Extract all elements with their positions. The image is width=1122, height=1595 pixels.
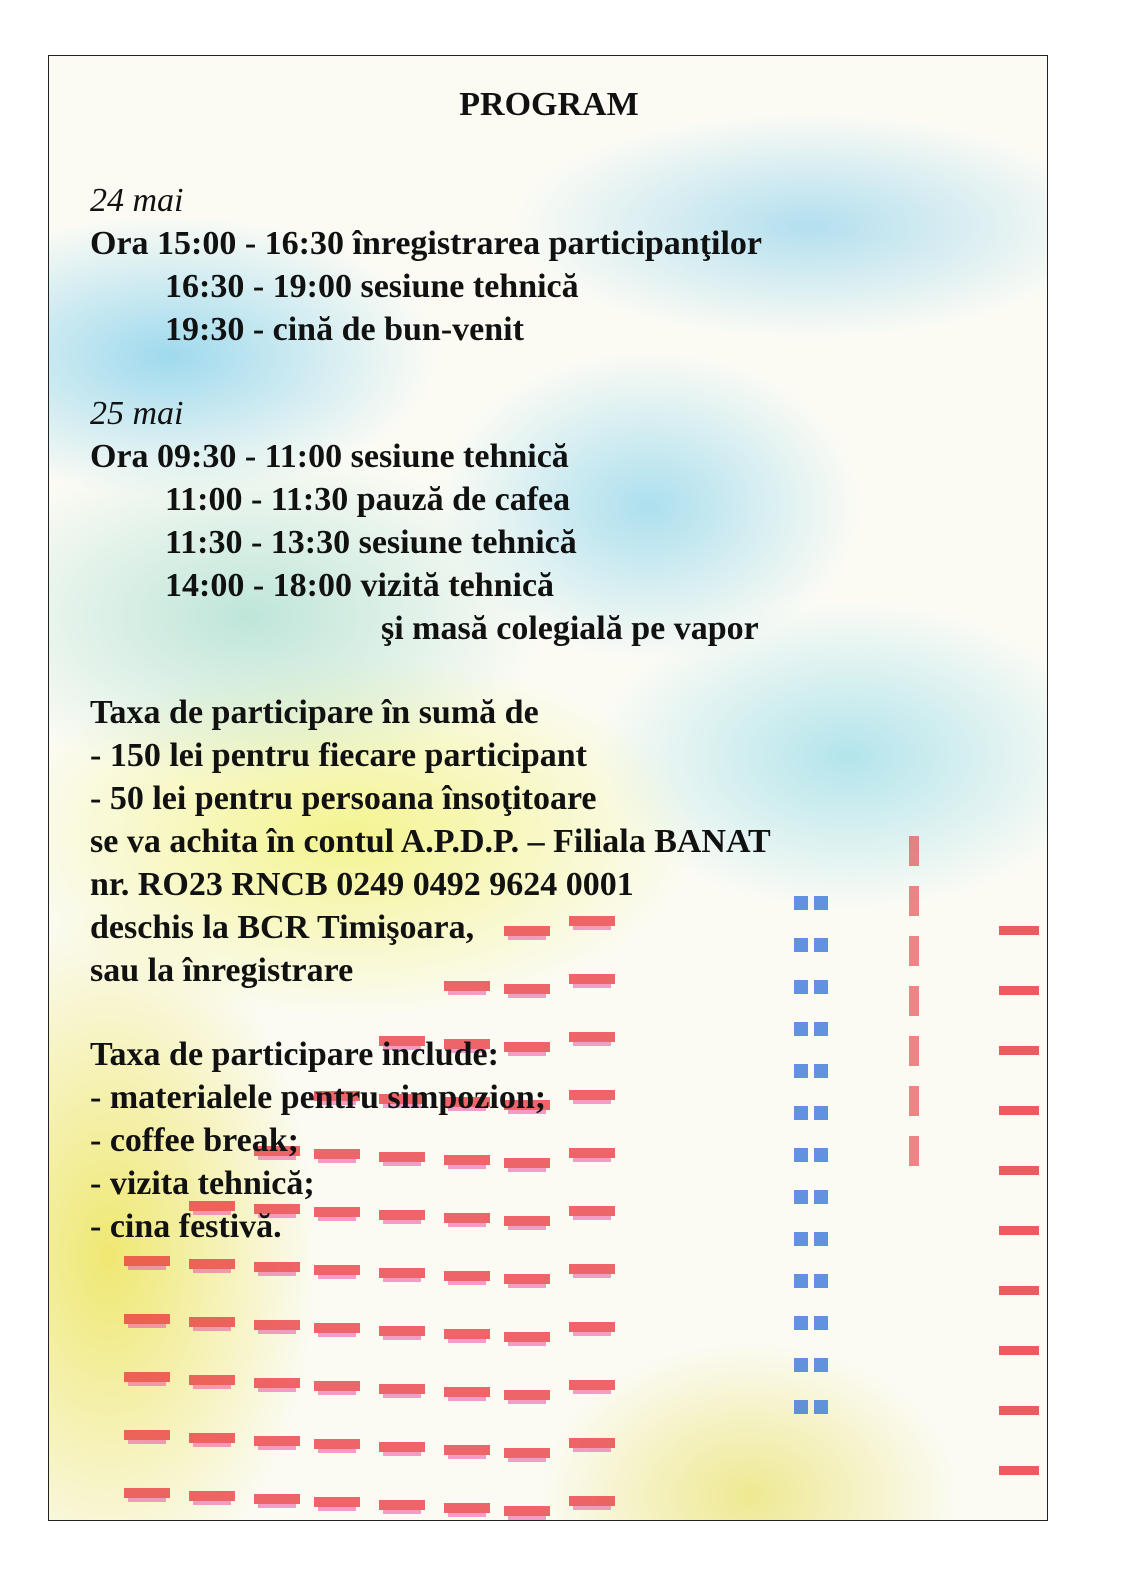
day2-item: 14:00 - 18:00 vizită tehnică xyxy=(165,567,555,604)
bank-account: nr. RO23 RNCB 0249 0492 9624 0001 xyxy=(90,866,634,903)
includes-item: - vizita tehnică; xyxy=(90,1165,315,1202)
includes-item: - cina festivă. xyxy=(90,1208,282,1245)
day1-item: Ora 15:00 - 16:30 înregistrarea participanţilor xyxy=(90,225,763,262)
day2-date: 25 mai xyxy=(90,395,184,432)
fee-line: deschis la BCR Timişoara, xyxy=(90,909,475,946)
includes-item: - materialele pentru simpozion; xyxy=(90,1079,547,1116)
day2-item: 11:30 - 13:30 sesiune tehnică xyxy=(165,524,577,561)
includes-heading: Taxa de participare include: xyxy=(90,1036,499,1073)
page-title: PROGRAM xyxy=(459,86,639,123)
program-flyer xyxy=(48,55,1048,1521)
fee-line: sau la înregistrare xyxy=(90,952,354,989)
fee-line: Taxa de participare în sumă de xyxy=(90,694,539,731)
day2-item: 11:00 - 11:30 pauză de cafea xyxy=(165,481,571,518)
day1-item: 16:30 - 19:00 sesiune tehnică xyxy=(165,268,579,305)
fee-line: se va achita în contul A.P.D.P. – Filiala BANAT xyxy=(90,823,771,860)
day2-item: Ora 09:30 - 11:00 sesiune tehnică xyxy=(90,438,569,475)
day2-item: şi masă colegială pe vapor xyxy=(381,610,759,647)
day1-date: 24 mai xyxy=(90,182,184,219)
fee-line: - 50 lei pentru persoana însoţitoare xyxy=(90,780,597,817)
includes-item: - coffee break; xyxy=(90,1122,299,1159)
fee-line: - 150 lei pentru fiecare participant xyxy=(90,737,588,774)
program-content xyxy=(49,56,1048,1521)
day1-item: 19:30 - cină de bun-venit xyxy=(165,311,524,348)
